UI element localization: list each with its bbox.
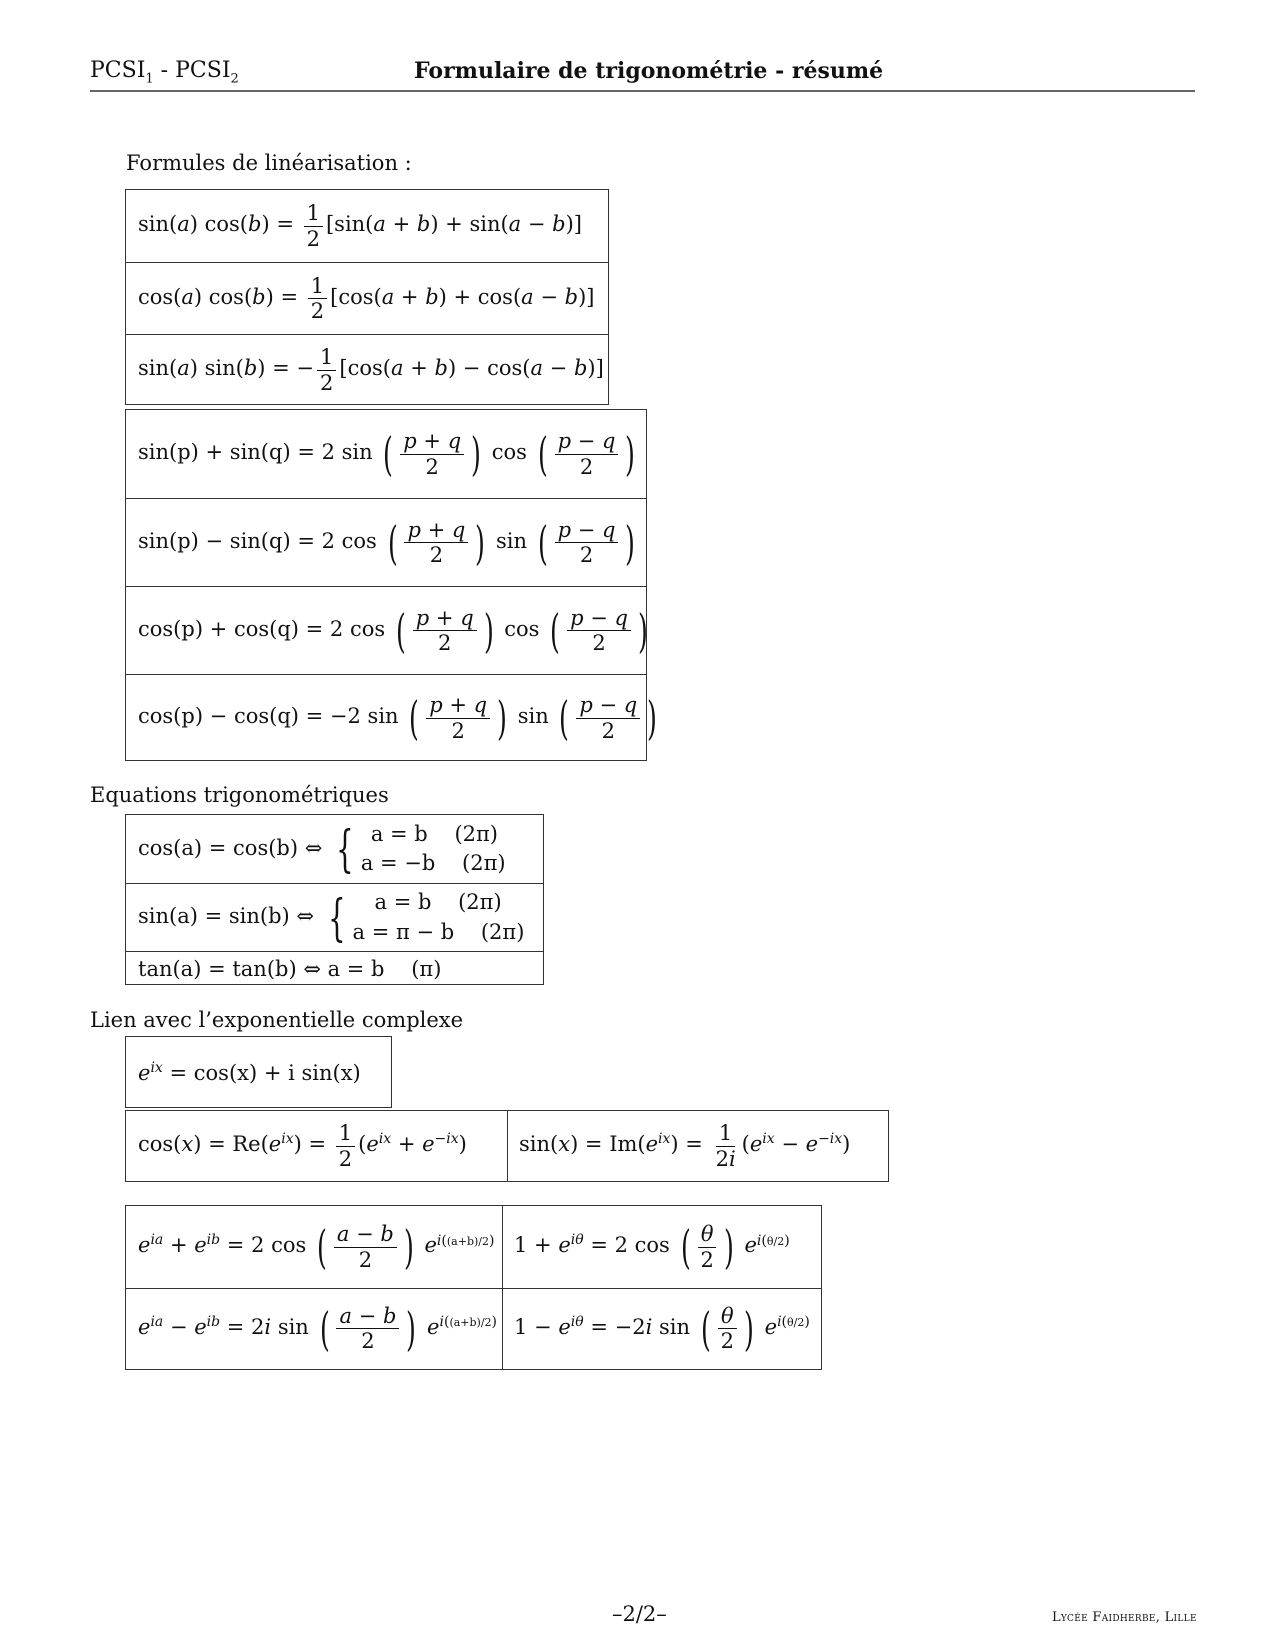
- formula-row: [126, 883, 543, 951]
- section-label-complex: Lien avec l’exponentielle complexe: [90, 1008, 464, 1032]
- formula-cosp-plus-cosq: cos(p) + cos(q) = 2 cos ( $\frac{p + q}{2}$ ) cos ( $\frac{p - q}{2}$ ): [138, 603, 648, 658]
- formula-row: [126, 815, 543, 883]
- formula-row: [126, 262, 608, 334]
- separator: -: [153, 58, 176, 83]
- school-name: Lycée Faidherbe, Lille: [1052, 1610, 1197, 1625]
- exp-grid-box: [125, 1205, 822, 1370]
- formula-row: [126, 498, 646, 586]
- page-number: –2/2–: [612, 1602, 667, 1626]
- grid-cell: [502, 1206, 821, 1288]
- equation-tan: tan(a) = tan(b) ⇔ a = b (π): [138, 956, 442, 981]
- class-2: PCSI: [175, 58, 231, 83]
- formula-eia-minus-eib: $e^{ia} - e^{ib} = 2i$ sin ( $\frac{a - b}{2}$ ) $e^{i((a+b)/2)}$: [138, 1301, 498, 1356]
- class-2-sub: 2: [230, 71, 239, 87]
- header-rule: [90, 90, 1195, 92]
- class-1-sub: 1: [145, 71, 154, 87]
- formula-cos-cos: cos(a) cos(b) = $\frac{1}{2}$ [cos(a + b) + cos(a − b)]: [138, 273, 595, 323]
- page-title: Formulaire de trigonométrie - résumé: [414, 58, 884, 84]
- equations-box: [125, 814, 544, 985]
- equation-cos: cos(a) = cos(b) ⇔ { a = b (2π) a = −b (2π): [138, 820, 506, 878]
- euler-box: [125, 1036, 392, 1108]
- formula-row: [126, 410, 646, 498]
- section-label-equations: Equations trigonométriques: [90, 783, 389, 807]
- formula-sin-sin: sin(a) sin(b) = − $\frac{1}{2}$ [cos(a + b) − cos(a − b)]: [138, 345, 604, 395]
- grid-cell: [126, 1288, 502, 1369]
- re-formula: $\cos(x) = Re(e^{ix})$ = $\frac{1}{2}$ $(e^{ix} + e^{-ix})$: [138, 1121, 467, 1171]
- formula-row: [126, 951, 543, 985]
- formula-row: [126, 1037, 391, 1107]
- linearisation-box: [125, 189, 609, 405]
- formula-row: [126, 674, 658, 761]
- im-formula: $\sin(x) = Im(e^{ix})$ = $\frac{1}{2i}$ $(e^{ix} - e^{-ix})$: [519, 1121, 851, 1171]
- grid-cell: [502, 1288, 821, 1369]
- euler-formula: $e^{ix} = \cos(x) + i$ sin(x): [138, 1059, 361, 1085]
- formula-row: [126, 190, 608, 262]
- header-classes: [90, 58, 239, 86]
- sum-to-product-box: [125, 409, 658, 761]
- im-formula-cell: [507, 1111, 888, 1181]
- formula-sinp-minus-sinq: sin(p) − sin(q) = 2 cos ( $\frac{p + q}{2}$ ) sin ( $\frac{p - q}{2}$ ): [138, 515, 636, 570]
- class-1: PCSI: [90, 58, 146, 83]
- formula-sinp-plus-sinq: sin(p) + sin(q) = 2 sin ( $\frac{p + q}{2}$ ) cos ( $\frac{p - q}{2}$ ): [138, 427, 636, 481]
- formula-eia-plus-eib: $e^{ia} + e^{ib} = 2$ cos ( $\frac{a - b}{2}$ ) $e^{i((a+b)/2)}$: [138, 1220, 495, 1274]
- formula-1-plus-eitheta: $1 + e^{i\theta} = 2$ cos ( $\frac{\theta}{2}$ ) $e^{i(\theta/2)}$: [514, 1220, 790, 1274]
- re-im-box: [125, 1110, 889, 1182]
- equation-sin: sin(a) = sin(b) ⇔ { a = b (2π) a = π − b (2π): [138, 888, 525, 947]
- formula-1-minus-eitheta: $1 - e^{i\theta} = -2i$ sin ( $\frac{\theta}{2}$ ) $e^{i(\theta/2)}$: [514, 1301, 810, 1356]
- grid-cell: [126, 1206, 502, 1288]
- re-formula-cell: [126, 1111, 507, 1181]
- formula-cosp-minus-cosq: cos(p) − cos(q) = −2 sin ( $\frac{p + q}{2}$ ) sin ( $\frac{p - q}{2}$ ): [138, 691, 658, 745]
- formula-row: [126, 334, 608, 405]
- formula-sin-cos: sin(a) cos(b) = $\frac{1}{2}$ [sin(a + b) + sin(a − b)]: [138, 201, 582, 251]
- formula-row: [126, 586, 646, 674]
- section-label-linearisation: Formules de linéarisation :: [126, 151, 412, 175]
